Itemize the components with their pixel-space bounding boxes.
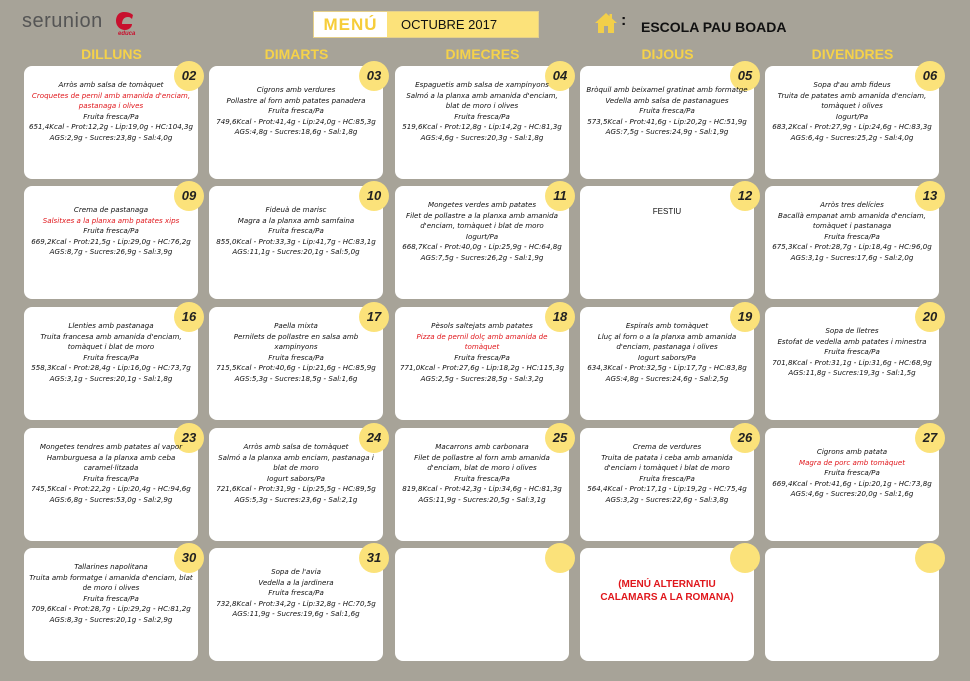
serunion-logo	[22, 10, 142, 46]
menu-line: Salsitxes a la planxa amb patates xips	[42, 215, 180, 225]
menu-line: caramel·litzada	[83, 463, 139, 472]
menu-line: 709,6Kcal - Prot:28,7g - Lip:29,2g - HC:81,2g	[31, 604, 191, 613]
menu-line: AGS:11,1g - Sucres:20,1g - Sal:5,0g	[232, 247, 360, 256]
day-number-badge: 24	[359, 423, 389, 453]
menu-line: de moro i olives	[82, 583, 140, 592]
day-cell	[765, 428, 939, 541]
menu-line: 558,3Kcal - Prot:28,4g - Lip:16,0g - HC:73,7g	[31, 363, 191, 372]
day-cell	[209, 66, 383, 179]
menu-line: Sopa de l'avia	[271, 567, 321, 576]
menu-line: tomàquet i olives	[821, 101, 883, 110]
menu-line: 564,4Kcal - Prot:17,1g - Lip:19,2g - HC:75,4g	[587, 484, 747, 493]
menu-line: d'enciam, tomàquet i blat de moro	[420, 221, 544, 230]
menu-line: Fruita fresca/Pa	[83, 111, 139, 121]
holiday-label: FESTIU	[652, 207, 682, 216]
day-number-badge	[730, 543, 760, 573]
day-number-badge: 12	[730, 181, 760, 211]
menu-line: Espirals amb tomàquet	[625, 321, 709, 330]
weekday-header	[24, 46, 946, 62]
menu-text	[583, 442, 751, 505]
menu-line: AGS:11,9g - Sucres:19,6g - Sal:1,6g	[232, 609, 360, 618]
menu-line: Fruita fresca/Pa	[454, 352, 510, 362]
day-number-badge	[545, 543, 575, 573]
day-cell	[580, 186, 754, 299]
menu-line: Bacallà empanat amb amanida d'enciam,	[778, 210, 926, 220]
menu-line: Truita de patates amb amanida d'enciam,	[777, 90, 927, 100]
day-number-badge: 16	[174, 302, 204, 332]
menu-line: 668,7Kcal - Prot:40,0g - Lip:25,9g - HC:64,8g	[402, 242, 562, 251]
school-name: ESCOLA PAU BOADA	[641, 19, 787, 35]
day-cell	[580, 307, 754, 420]
menu-line: Truita francesa amb amanida d'enciam,	[40, 331, 182, 341]
menu-line: tomàquet i blat de moro	[67, 342, 155, 351]
menu-line: Estofat de vedella amb patates i minestra	[777, 336, 927, 346]
menu-line: tomàquet i pastanaga	[812, 221, 892, 230]
menu-line: d'enciam i tomàquet i blat de moro	[604, 463, 730, 472]
menu-text	[398, 200, 566, 263]
menu-line: AGS:8,3g - Sucres:20,1g - Sal:2,9g	[49, 614, 173, 624]
menu-line: Fruita fresca/Pa	[824, 231, 880, 241]
menu-line: 669,4Kcal - Prot:41,6g - Lip:20,1g - HC:73,8g	[772, 478, 932, 488]
day-number-badge: 03	[359, 61, 389, 91]
menu-line: Salmó a la planxa amb enciam, pastanaga i	[218, 452, 374, 462]
day-cell	[209, 428, 383, 541]
menu-line: Filet de pollastre al forn amb amanida	[414, 452, 550, 462]
menu-line: tomàquet	[464, 342, 500, 351]
menu-line: Vedella a la jardinera	[258, 577, 334, 587]
menu-line: Bròquil amb beixamel gratinat amb formatge	[586, 85, 748, 94]
day-number-badge: 11	[545, 181, 575, 211]
menu-line: Croquetes de pernil amb amanida d'enciam,	[31, 90, 191, 100]
menu-line: blat de moro i olives	[445, 101, 519, 110]
day-number-badge: 13	[915, 181, 945, 211]
menu-line: Filet de pollastre a la planxa amb amanida	[406, 210, 558, 220]
menu-text	[768, 326, 936, 379]
menu-text	[212, 321, 380, 384]
menu-line: Iogurt/Pa	[465, 231, 499, 241]
day-number-badge: 09	[174, 181, 204, 211]
menu-line: AGS:6,4g - Sucres:25,2g - Sal:4,0g	[790, 132, 914, 142]
weekday-divendres: DIVENDRES	[811, 46, 894, 62]
menu-line: xampinyons	[274, 342, 318, 351]
menu-line: Arròs tres delícies	[820, 200, 884, 209]
menu-line: 519,6Kcal - Prot:12,8g - Lip:14,2g - HC:81,3g	[402, 122, 562, 131]
day-number-badge: 05	[730, 61, 760, 91]
menu-text	[768, 80, 936, 143]
menu-line: AGS:3,2g - Sucres:22,6g - Sal:3,8g	[605, 494, 729, 504]
menu-line: AGS:3,1g - Sucres:17,6g - Sal:2,0g	[790, 252, 914, 262]
logo-text: serunion	[22, 10, 103, 32]
menu-line: Fruita fresca/Pa	[268, 226, 324, 235]
menu-label: MENÚ	[314, 12, 387, 37]
menu-line: Fruita fresca/Pa	[268, 588, 324, 597]
home-icon	[594, 12, 618, 34]
menu-text	[583, 85, 751, 138]
menu-text	[398, 321, 566, 384]
day-cell	[395, 66, 569, 179]
day-cell	[580, 428, 754, 541]
menu-line: Pèsols saltejats amb patates	[431, 321, 533, 330]
menu-line: Espaguetis amb salsa de xampinyons	[415, 80, 549, 89]
menu-line: AGS:2,5g - Sucres:28,5g - Sal:3,2g	[420, 373, 544, 383]
menu-line: Crema de pastanaga	[73, 205, 149, 214]
home-colon: :	[621, 12, 627, 29]
menu-line: 715,5Kcal - Prot:40,6g - Lip:21,6g - HC:85,9g	[216, 363, 376, 372]
menu-line: Iogurt sabors/Pa	[267, 473, 325, 483]
menu-line: Paella mixta	[274, 321, 318, 330]
menu-line: Salmó a la planxa amb amanida d'enciam,	[406, 90, 558, 100]
menu-month: OCTUBRE 2017	[401, 17, 498, 32]
menu-line: 701,8Kcal - Prot:31,1g - Lip:31,6g - HC:68,9g	[772, 357, 932, 367]
menu-line: 683,2Kcal - Prot:27,9g - Lip:24,6g - HC:83,3g	[772, 122, 932, 131]
menu-text	[27, 442, 195, 505]
day-number-badge: 30	[174, 543, 204, 573]
day-cell	[395, 548, 569, 661]
weekday-dimecres: DIMECRES	[445, 46, 520, 62]
menu-title-box	[313, 11, 539, 38]
day-number-badge: 17	[359, 302, 389, 332]
menu-text	[27, 205, 195, 258]
menu-line: Hamburguesa a la planxa amb ceba	[46, 452, 176, 462]
day-number-badge: 20	[915, 302, 945, 332]
menu-line: 669,2Kcal - Prot:21,5g - Lip:29,0g - HC:76,2g	[31, 236, 191, 246]
weekday-dijous: DIJOUS	[641, 46, 694, 62]
menu-line: Pizza de pernil dolç amb amanida de	[416, 331, 548, 341]
menu-line: 819,8Kcal - Prot:42,3g - Lip:34,6g - HC:81,3g	[402, 484, 562, 493]
menu-line: Tallarines napolitana	[74, 562, 148, 571]
alternative-menu-line: (MENÚ ALTERNATIU	[618, 579, 716, 590]
menu-line: Fruita fresca/Pa	[639, 106, 695, 115]
menu-line: Fruita fresca/Pa	[268, 352, 324, 362]
menu-line: Iogurt sabors/Pa	[638, 352, 696, 362]
day-cell	[24, 66, 198, 179]
weekday-dilluns: DILLUNS	[81, 46, 142, 62]
menu-line: Pernilets de pollastre en salsa amb	[233, 331, 359, 341]
menu-line: AGS:3,1g - Sucres:20,1g - Sal:1,8g	[49, 373, 173, 383]
menu-line: Fruita fresca/Pa	[639, 473, 695, 483]
day-cell	[765, 548, 939, 661]
day-cell	[580, 548, 754, 661]
day-cell	[209, 548, 383, 661]
day-number-badge: 27	[915, 423, 945, 453]
menu-line: Truita de patata i ceba amb amanida	[601, 452, 733, 462]
day-cell	[24, 307, 198, 420]
menu-text	[768, 200, 936, 263]
menu-line: AGS:5,3g - Sucres:23,6g - Sal:2,1g	[234, 494, 358, 504]
menu-line: Magra de porc amb tomàquet	[798, 457, 906, 467]
menu-text	[212, 85, 380, 138]
day-cell	[765, 307, 939, 420]
day-number-badge: 02	[174, 61, 204, 91]
day-number-badge: 04	[545, 61, 575, 91]
menu-line: Sopa d'au amb fideus	[813, 80, 891, 89]
day-cell	[765, 66, 939, 179]
menu-line: Mongetes tendres amb patates al vapor	[39, 442, 183, 451]
day-number-badge	[915, 543, 945, 573]
day-number-badge: 25	[545, 423, 575, 453]
day-cell	[395, 186, 569, 299]
menu-line: AGS:5,3g - Sucres:18,5g - Sal:1,6g	[234, 373, 358, 383]
menu-line: Macarrons amb carbonara	[435, 442, 529, 451]
menu-line: AGS:8,7g - Sucres:26,9g - Sal:3,9g	[49, 247, 173, 256]
day-number-badge: 10	[359, 181, 389, 211]
menu-line: d'enciam, blat de moro i olives	[427, 463, 537, 472]
menu-line: Truita amb formatge i amanida d'enciam, blat	[29, 572, 193, 582]
menu-line: d'enciam, pastanaga i olives	[616, 342, 718, 351]
day-number-badge: 26	[730, 423, 760, 453]
menu-line: Fruita fresca/Pa	[824, 468, 880, 477]
day-number-badge: 18	[545, 302, 575, 332]
menu-line: Fruita fresca/Pa	[83, 473, 139, 483]
menu-text	[27, 321, 195, 384]
menu-line: AGS:7,5g - Sucres:26,2g - Sal:1,9g	[420, 252, 544, 262]
day-cell	[24, 548, 198, 661]
menu-text	[583, 321, 751, 384]
menu-text	[27, 80, 195, 143]
menu-line: Fruita fresca/Pa	[83, 593, 139, 603]
menu-line: Lluç al forn o a la planxa amb amanida	[597, 331, 737, 341]
day-cell	[209, 186, 383, 299]
menu-line: Arròs amb salsa de tomàquet	[243, 442, 349, 451]
menu-line: 771,0Kcal - Prot:27,6g - Lip:18,2g - HC:115,3g	[400, 363, 564, 372]
menu-line: Vedella amb salsa de pastanagues	[605, 95, 729, 105]
menu-line: Crema de verdures	[632, 442, 702, 451]
menu-text	[27, 562, 195, 625]
menu-line: Iogurt/Pa	[835, 111, 869, 121]
day-number-badge: 31	[359, 543, 389, 573]
menu-text	[398, 80, 566, 143]
menu-line: Llenties amb pastanaga	[68, 321, 154, 330]
weekday-dimarts: DIMARTS	[264, 46, 329, 62]
menu-line: AGS:7,5g - Sucres:24,9g - Sal:1,9g	[605, 127, 729, 136]
menu-line: Fruita fresca/Pa	[454, 473, 510, 483]
menu-line: pastanaga i olives	[78, 101, 144, 110]
alternative-menu-line: CALAMARS A LA ROMANA)	[600, 592, 734, 603]
menu-line: 732,8Kcal - Prot:34,2g - Lip:32,8g - HC:70,5g	[216, 598, 376, 608]
day-cell	[24, 186, 198, 299]
menu-line: 749,6Kcal - Prot:41,4g - Lip:24,0g - HC:85,3g	[216, 116, 376, 126]
menu-line: Fruita fresca/Pa	[824, 347, 880, 356]
menu-line: Fruita fresca/Pa	[268, 106, 324, 115]
menu-line: 855,0Kcal - Prot:33,3g - Lip:41,7g - HC:83,1g	[216, 236, 376, 246]
menu-line: AGS:2,9g - Sucres:23,8g - Sal:4,0g	[49, 132, 173, 142]
alternative-menu-note	[580, 578, 754, 604]
menu-line: Sopa de lletres	[825, 326, 879, 335]
menu-text	[768, 447, 936, 500]
menu-line: Arròs amb salsa de tomàquet	[58, 80, 164, 89]
day-number-badge: 19	[730, 302, 760, 332]
day-number-badge: 23	[174, 423, 204, 453]
menu-line: Cigrons amb patata	[816, 447, 888, 456]
menu-line: 745,5Kcal - Prot:22,2g - Lip:20,4g - HC:94,6g	[31, 484, 191, 493]
menu-line: Magra a la planxa amb samfaina	[237, 215, 355, 225]
menu-line: AGS:4,6g - Sucres:20,3g - Sal:1,8g	[420, 132, 544, 142]
menu-line: AGS:4,8g - Sucres:18,6g - Sal:1,8g	[234, 127, 358, 136]
menu-text	[212, 205, 380, 258]
menu-line: 651,4Kcal - Prot:12,2g - Lip:19,0g - HC:104,3g	[29, 122, 193, 131]
menu-line: AGS:4,8g - Sucres:24,6g - Sal:2,5g	[605, 373, 729, 383]
menu-line: AGS:11,9g - Sucres:20,5g - Sal:3,1g	[418, 494, 546, 504]
menu-line: 721,6Kcal - Prot:31,9g - Lip:25,5g - HC:89,5g	[216, 484, 376, 493]
day-number-badge: 06	[915, 61, 945, 91]
menu-line: Fruita fresca/Pa	[83, 352, 139, 362]
day-cell	[24, 428, 198, 541]
menu-text	[398, 442, 566, 505]
menu-line: 675,3Kcal - Prot:28,7g - Lip:18,4g - HC:96,0g	[772, 242, 932, 251]
menu-line: AGS:4,6g - Sucres:20,0g - Sal:1,6g	[790, 489, 914, 498]
day-cell	[395, 428, 569, 541]
day-cell	[395, 307, 569, 420]
menu-text	[212, 567, 380, 620]
menu-line: 634,3Kcal - Prot:32,5g - Lip:17,7g - HC:83,8g	[587, 363, 747, 372]
menu-line: Fruita fresca/Pa	[83, 226, 139, 235]
menu-line: AGS:11,8g - Sucres:19,3g - Sal:1,5g	[788, 368, 916, 377]
logo-subtext: educa	[118, 31, 136, 37]
day-cell	[580, 66, 754, 179]
logo-mark-icon	[114, 10, 134, 32]
menu-line: Fruita fresca/Pa	[454, 111, 510, 121]
menu-line: Mongetes verdes amb patates	[427, 200, 537, 209]
menu-line: blat de moro	[273, 463, 319, 472]
menu-line: Fideuà de marisc	[265, 205, 327, 214]
menu-line: AGS:6,8g - Sucres:53,0g - Sal:2,9g	[49, 494, 173, 504]
menu-line: Pollastre al forn amb patates panadera	[226, 95, 366, 105]
day-cell	[209, 307, 383, 420]
day-cell	[765, 186, 939, 299]
menu-text	[212, 442, 380, 505]
menu-line: 573,5Kcal - Prot:41,6g - Lip:20,2g - HC:51,9g	[587, 116, 747, 126]
menu-line: Cigrons amb verdures	[256, 85, 336, 94]
